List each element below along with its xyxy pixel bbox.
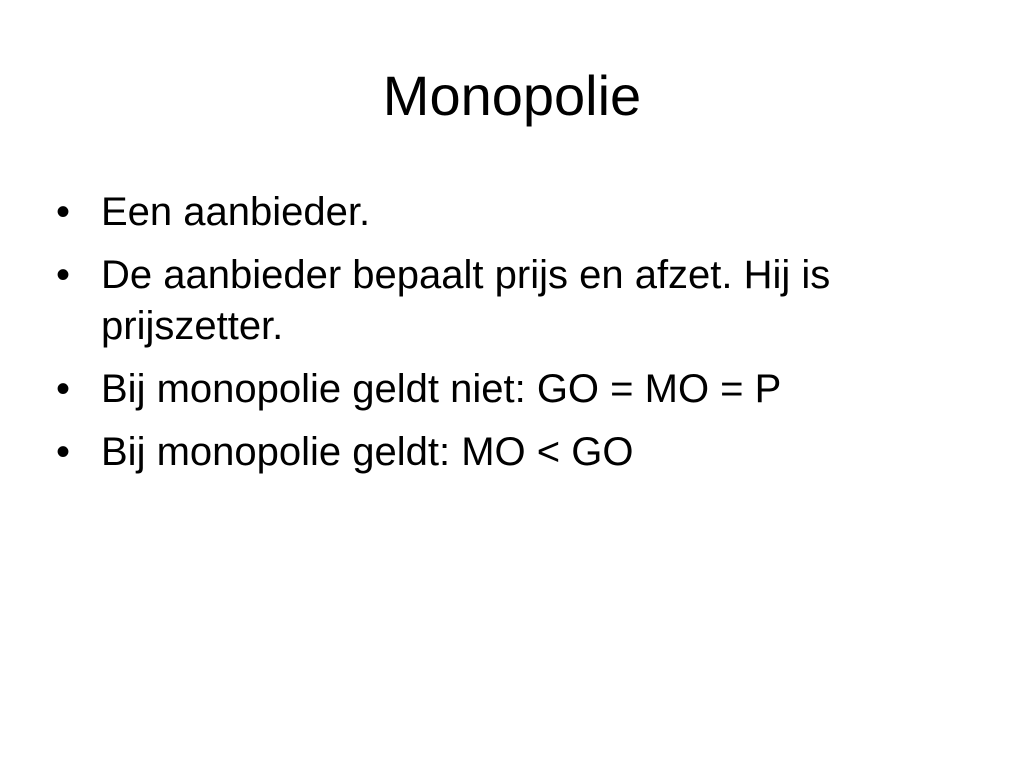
bullet-list: [56, 187, 956, 490]
bullet-text: Een aanbieder.: [101, 190, 371, 234]
bullet-icon: •: [56, 190, 71, 234]
bullet-text: Bij monopolie geldt: MO < GO: [101, 430, 634, 474]
bullet-icon: •: [56, 430, 71, 474]
bullet-item: [56, 364, 956, 415]
slide-title: Monopolie: [382, 64, 642, 127]
bullet-icon: •: [56, 253, 71, 297]
bullet-text: De aanbieder bepaalt prijs en afzet. Hij is prijszetter.: [101, 253, 831, 348]
bullet-item: [56, 427, 956, 478]
bullet-item: [56, 187, 956, 238]
bullet-text: Bij monopolie geldt niet: GO = MO = P: [101, 367, 782, 411]
bullet-item: [56, 250, 956, 352]
bullet-icon: •: [56, 367, 71, 411]
